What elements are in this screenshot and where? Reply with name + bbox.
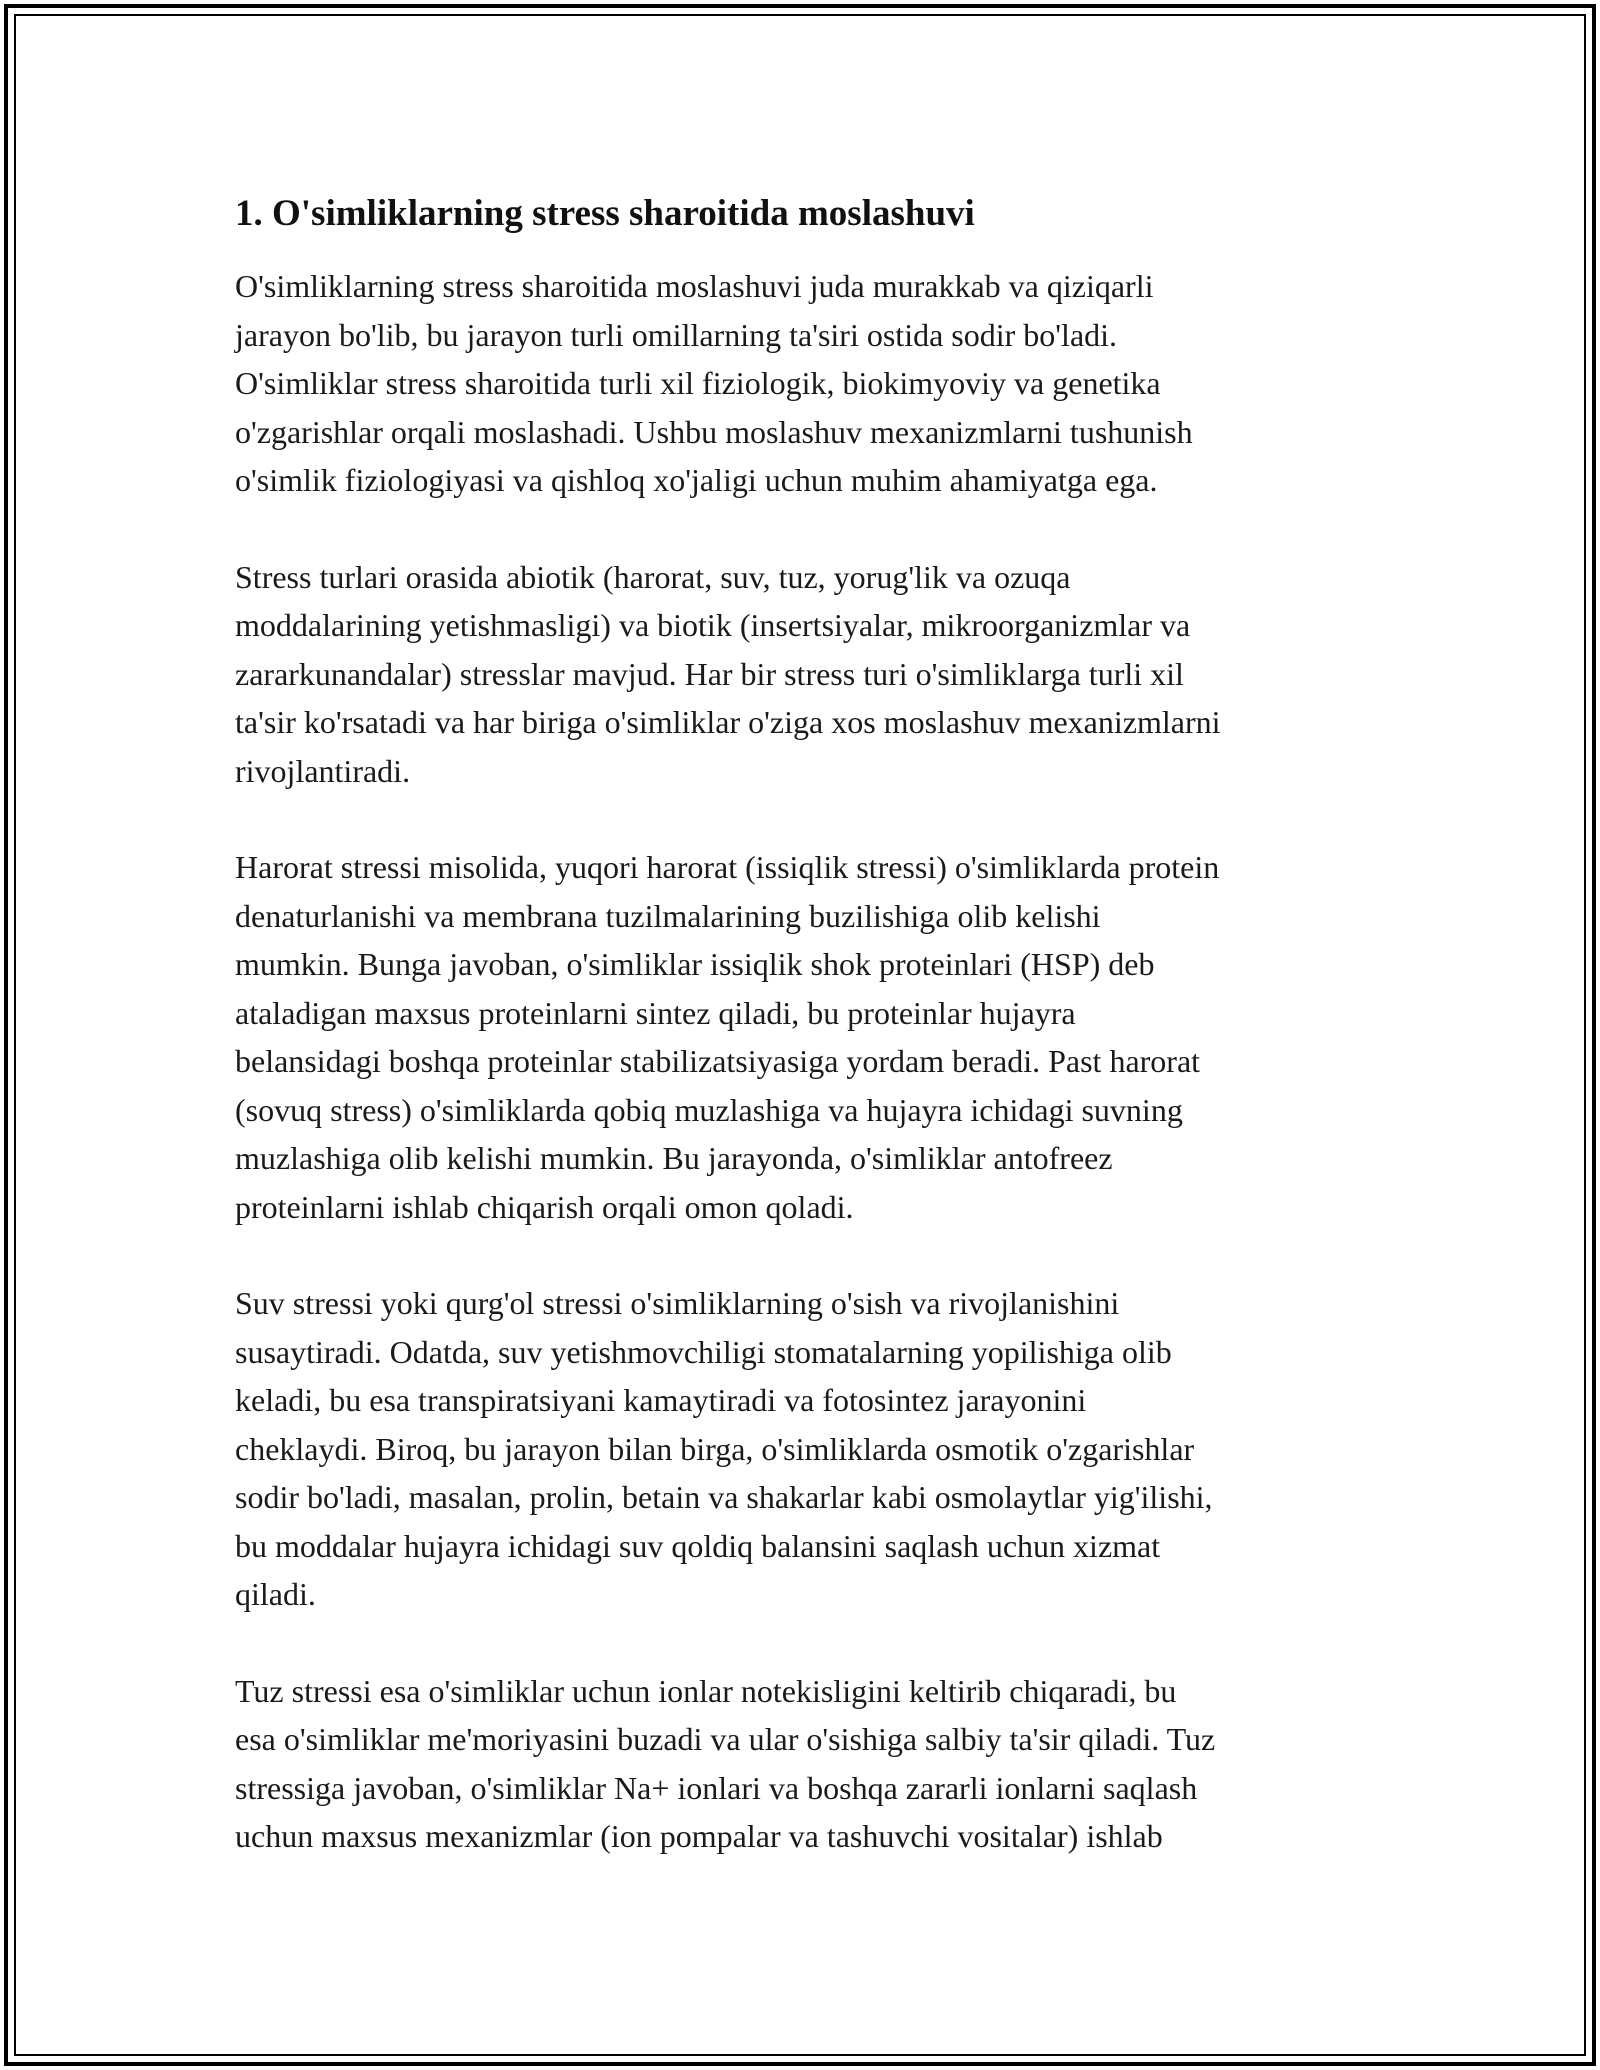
- paragraph-line: belansidagi boshqa proteinlar stabilizatsiyasiga yordam beradi. Past harorat: [235, 1043, 1201, 1079]
- paragraph-line: rivojlantiradi.: [235, 752, 411, 789]
- paragraph-line: O'simliklarning stress sharoitida moslashuvi juda murakkab va qiziqarli: [235, 268, 1154, 304]
- paragraph-line: jarayon bo'lib, bu jarayon turli omillarning ta'siri ostida sodir bo'ladi.: [235, 316, 1118, 353]
- paragraph-line: esa o'simliklar me'moriyasini buzadi va ular o'sishiga salbiy ta'sir qiladi. Tuz: [235, 1721, 1216, 1757]
- paragraph-line: muzlashiga olib kelishi mumkin. Bu jarayonda, o'simliklar antofreez: [235, 1140, 1113, 1176]
- paragraph-line: Suv stressi yoki qurg'ol stressi o'simliklarning o'sish va rivojlanishini: [235, 1285, 1120, 1321]
- paragraph-line: qiladi.: [235, 1576, 316, 1612]
- paragraph: [235, 843, 1375, 1231]
- paragraph-line: zararkunandalar) stresslar mavjud. Har bir stress turi o'simliklarga turli xil: [235, 655, 1184, 692]
- paragraph-line: ta'sir ko'rsatadi va har biriga o'simliklar o'ziga xos moslashuv mexanizmlarni: [235, 704, 1221, 740]
- paragraph: [235, 1667, 1375, 1861]
- paragraph: [235, 262, 1375, 505]
- paragraph-line: o'zgarishlar orqali moslashadi. Ushbu moslashuv mexanizmlarni tushunish: [235, 413, 1193, 450]
- paragraph-line: bu moddalar hujayra ichidagi suv qoldiq balansini saqlash uchun xizmat: [235, 1527, 1161, 1564]
- paragraph-line: ataladigan maxsus proteinlarni sintez qiladi, bu proteinlar hujayra: [235, 994, 1076, 1031]
- section-heading: 1. O'simliklarning stress sharoitida moslashuvi: [235, 193, 975, 234]
- paragraph: [235, 553, 1375, 796]
- paragraph-line: O'simliklar stress sharoitida turli xil fiziologik, biokimyoviy va genetika: [235, 365, 1161, 401]
- paragraph-line: sodir bo'ladi, masalan, prolin, betain va shakarlar kabi osmolaytlar yig'ilishi,: [235, 1479, 1213, 1515]
- paragraph-line: moddalarining yetishmasligi) va biotik (insertsiyalar, mikroorganizmlar va: [235, 607, 1191, 643]
- paragraph-line: o'simlik fiziologiyasi va qishloq xo'jaligi uchun muhim ahamiyatga ega.: [235, 462, 1158, 498]
- paragraph-line: denaturlanishi va membrana tuzilmalarining buzilishiga olib kelishi: [235, 897, 1101, 934]
- paragraph-line: uchun maxsus mexanizmlar (ion pompalar va tashuvchi vositalar) ishlab: [235, 1818, 1163, 1854]
- document-body: [235, 190, 1375, 1909]
- paragraph-line: Tuz stressi esa o'simliklar uchun ionlar notekisligini keltirib chiqaradi, bu: [235, 1672, 1177, 1709]
- paragraph-list: [235, 262, 1375, 1861]
- paragraph: [235, 1279, 1375, 1619]
- paragraph-line: proteinlarni ishlab chiqarish orqali omon qoladi.: [235, 1188, 854, 1225]
- paragraph-line: Harorat stressi misolida, yuqori harorat (issiqlik stressi) o'simliklarda protein: [235, 849, 1220, 885]
- paragraph-line: mumkin. Bunga javoban, o'simliklar issiqlik shok proteinlari (HSP) deb: [235, 946, 1155, 982]
- paragraph-line: keladi, bu esa transpiratsiyani kamaytiradi va fotosintez jarayonini: [235, 1382, 1087, 1418]
- paragraph-line: Stress turlari orasida abiotik (harorat, suv, tuz, yorug'lik va ozuqa: [235, 558, 1071, 595]
- paragraph-line: stressiga javoban, o'simliklar Na+ ionlari va boshqa zararli ionlarni saqlash: [235, 1769, 1198, 1806]
- paragraph-line: (sovuq stress) o'simliklarda qobiq muzlashiga va hujayra ichidagi suvning: [235, 1091, 1183, 1128]
- paragraph-line: susaytiradi. Odatda, suv yetishmovchiligi stomatalarning yopilishiga olib: [235, 1333, 1172, 1370]
- paragraph-line: cheklaydi. Biroq, bu jarayon bilan birga, o'simliklarda osmotik o'zgarishlar: [235, 1430, 1195, 1467]
